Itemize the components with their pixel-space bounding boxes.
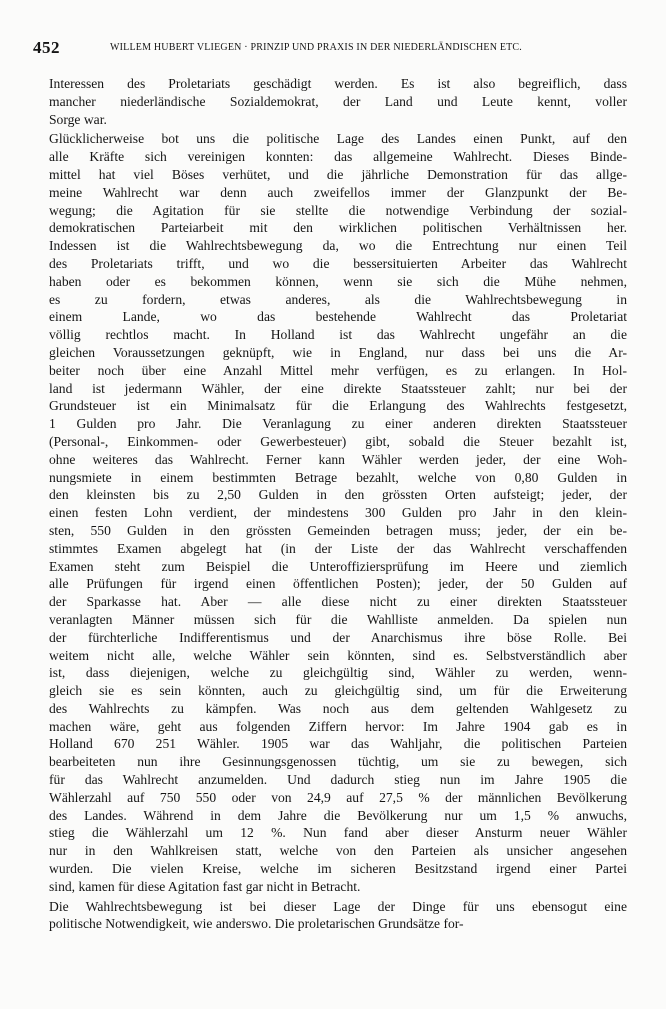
text-line: meine Wahlrecht war denn auch zweifellos immer der Glanzpunkt der Be- — [49, 184, 627, 200]
text-line: gleich sie es sein könnten, auch zu gleichgültig sind, um für die Erweiterung — [49, 683, 627, 699]
body-text — [49, 75, 627, 933]
text-line: stimmtes Examen abgelegt hat (in der Liste der das Wahlrecht verschaffenden — [49, 540, 627, 556]
text-line: völlig rechtlos macht. In Holland ist das Wahlrecht ungefähr an die — [49, 327, 627, 343]
text-line: Glücklicherweise bot uns die politische Lage des Landes einen Punkt, auf den — [49, 131, 627, 147]
text-line: der Sparkasse hat. Aber — alle diese nicht zu einer direkten Staatssteuer — [49, 594, 627, 610]
text-line: der fürchterliche Indifferentismus und der Anarchismus ihre böse Rolle. Bei — [49, 629, 627, 645]
text-line: wegung; die Agitation für sie stellte die notwendige Verbindung der sozial- — [49, 202, 627, 218]
text-line: ist, dass diejenigen, welche zu gleichgültig sind, Wähler zu werden, wenn- — [49, 665, 627, 681]
text-line: bearbeiteten nun ihre Gesinnungsgenossen tüchtig, um sie zu bewegen, sich — [49, 754, 627, 770]
text-line: Interessen des Proletariats geschädigt werden. Es ist also begreiflich, dass — [49, 76, 627, 91]
text-line: alle Kräfte sich vereinigen konnten: das allgemeine Wahlrecht. Dieses Binde- — [49, 149, 627, 165]
paragraph — [49, 898, 627, 934]
text-line: es zu fordern, etwas anderes, als die Wahlrechtsbewegung in — [49, 291, 627, 307]
text-line: stieg die Wählerzahl um 12 %. Nun fand aber dieser Ansturm neuer Wähler — [49, 825, 627, 841]
text-line: des Proletariats trifft, und wo die bessersituierten Arbeiter das Wahlrecht — [49, 255, 627, 271]
text-line: Sorge war. — [49, 111, 107, 127]
text-line: mancher niederländische Sozialdemokrat, der Land und Leute kennt, voller — [49, 93, 627, 109]
text-line: 1 Gulden pro Jahr. Die Veranlagung zu einer anderen direkten Staatssteuer — [49, 416, 627, 432]
text-line: politische Notwendigkeit, wie anderswo. Die proletarischen Grundsätze for- — [49, 916, 464, 932]
text-line: Examen steht zum Beispiel die Unteroffiziersprüfung im Heere und ziemlich — [49, 558, 627, 574]
text-line: nungsmiete in einem bestimmten Betrage bezahlt, welche von 0,80 Gulden in — [49, 469, 627, 485]
text-line: veranlagten Männer müssen sich für die Wahlliste anmelden. Da spielen nun — [49, 611, 627, 627]
running-title: WILLEM HUBERT VLIEGEN · PRINZIP UND PRAXIS IN DER NIEDERLÄNDISCHEN ETC. — [110, 42, 523, 53]
text-line: alle Prüfungen für irgend einen öffentlichen Posten); jeder, der 50 Gulden auf — [49, 576, 627, 592]
text-line: Wählerzahl auf 750 550 oder von 24,9 auf 27,5 % der männlichen Bevölkerung — [49, 789, 627, 805]
text-line: des Landes. Während in dem Jahre die Bevölkerung nur um 1,5 % anwuchs, — [49, 807, 627, 823]
text-line: sten, 550 Gulden in den grössten Gemeinden betragen muss; jeder, der ein be- — [49, 522, 627, 538]
text-line: Indessen ist die Wahlrechtsbewegung da, wo die Entrechtung nur einen Teil — [49, 238, 627, 254]
text-line: Grundsteuer ist ein Minimalsatz für die Erlangung des Wahlrechts festgesetzt, — [49, 398, 627, 414]
text-line: des Wahlrechts zu kämpfen. Was noch aus dem geltenden Wahlgesetz zu — [49, 700, 627, 716]
text-line: nur in den Wahlkreisen statt, welche von den Parteien als unsicher angesehen — [49, 843, 627, 859]
paragraph — [49, 130, 627, 895]
text-line: den kleinsten bis zu 2,50 Gulden in den grössten Orten aufsteigt; jeder, der — [49, 487, 627, 503]
paragraph — [49, 75, 627, 128]
text-line: für das Wahlrecht anzumelden. Und dadurch stieg nun im Jahre 1905 die — [49, 772, 627, 788]
page-header — [33, 38, 633, 60]
text-line: demokratischen Parteiarbeit mit den wirklichen politischen Verhältnissen her. — [49, 220, 627, 236]
text-line: gleichen Voraussetzungen geknüpft, wie in England, nur dass bei uns die Ar- — [49, 344, 627, 360]
text-line: haben oder es bekommen können, wenn sie sich die Mühe nehmen, — [49, 273, 627, 289]
page-number: 452 — [33, 38, 60, 57]
text-line: Die Wahlrechtsbewegung ist bei dieser Lage der Dinge für uns ebensogut eine — [49, 898, 627, 914]
text-line: weitem nicht alle, welche Wähler sein könnten, sind es. Selbstverständlich aber — [49, 647, 627, 663]
text-line: einen festen Lohn verdient, der mindestens 300 Gulden pro Jahr in den klein- — [49, 505, 627, 521]
text-line: beiter noch über eine Anzahl Mittel mehr verfügen, es zu erlangen. In Hol- — [49, 362, 627, 378]
text-line: sind, kamen für diese Agitation fast gar nicht in Betracht. — [49, 878, 361, 894]
text-line: mittel hat viel Böses verhütet, und die jährliche Demonstration für das allge- — [49, 166, 627, 182]
text-line: wurden. Die vielen Kreise, welche im sicheren Besitzstand irgend einer Partei — [49, 861, 627, 877]
text-line: Holland 670 251 Wähler. 1905 war das Wahljahr, die politischen Parteien — [49, 736, 627, 752]
text-line: machen wäre, geht aus folgenden Ziffern hervor: Im Jahre 1904 gab es in — [49, 718, 627, 734]
text-line: einem Lande, wo das bestehende Wahlrecht das Proletariat — [49, 309, 627, 325]
text-line: land ist jedermann Wähler, der eine direkte Staatssteuer zahlt; nur bei der — [49, 380, 627, 396]
text-line: ohne weiteres das Wahlrecht. Ferner kann Wähler werden jeder, der eine Woh- — [49, 451, 627, 467]
text-line: (Personal-, Einkommen- oder Gewerbesteuer) gibt, sobald die Steuer bezahlt ist, — [49, 433, 627, 449]
